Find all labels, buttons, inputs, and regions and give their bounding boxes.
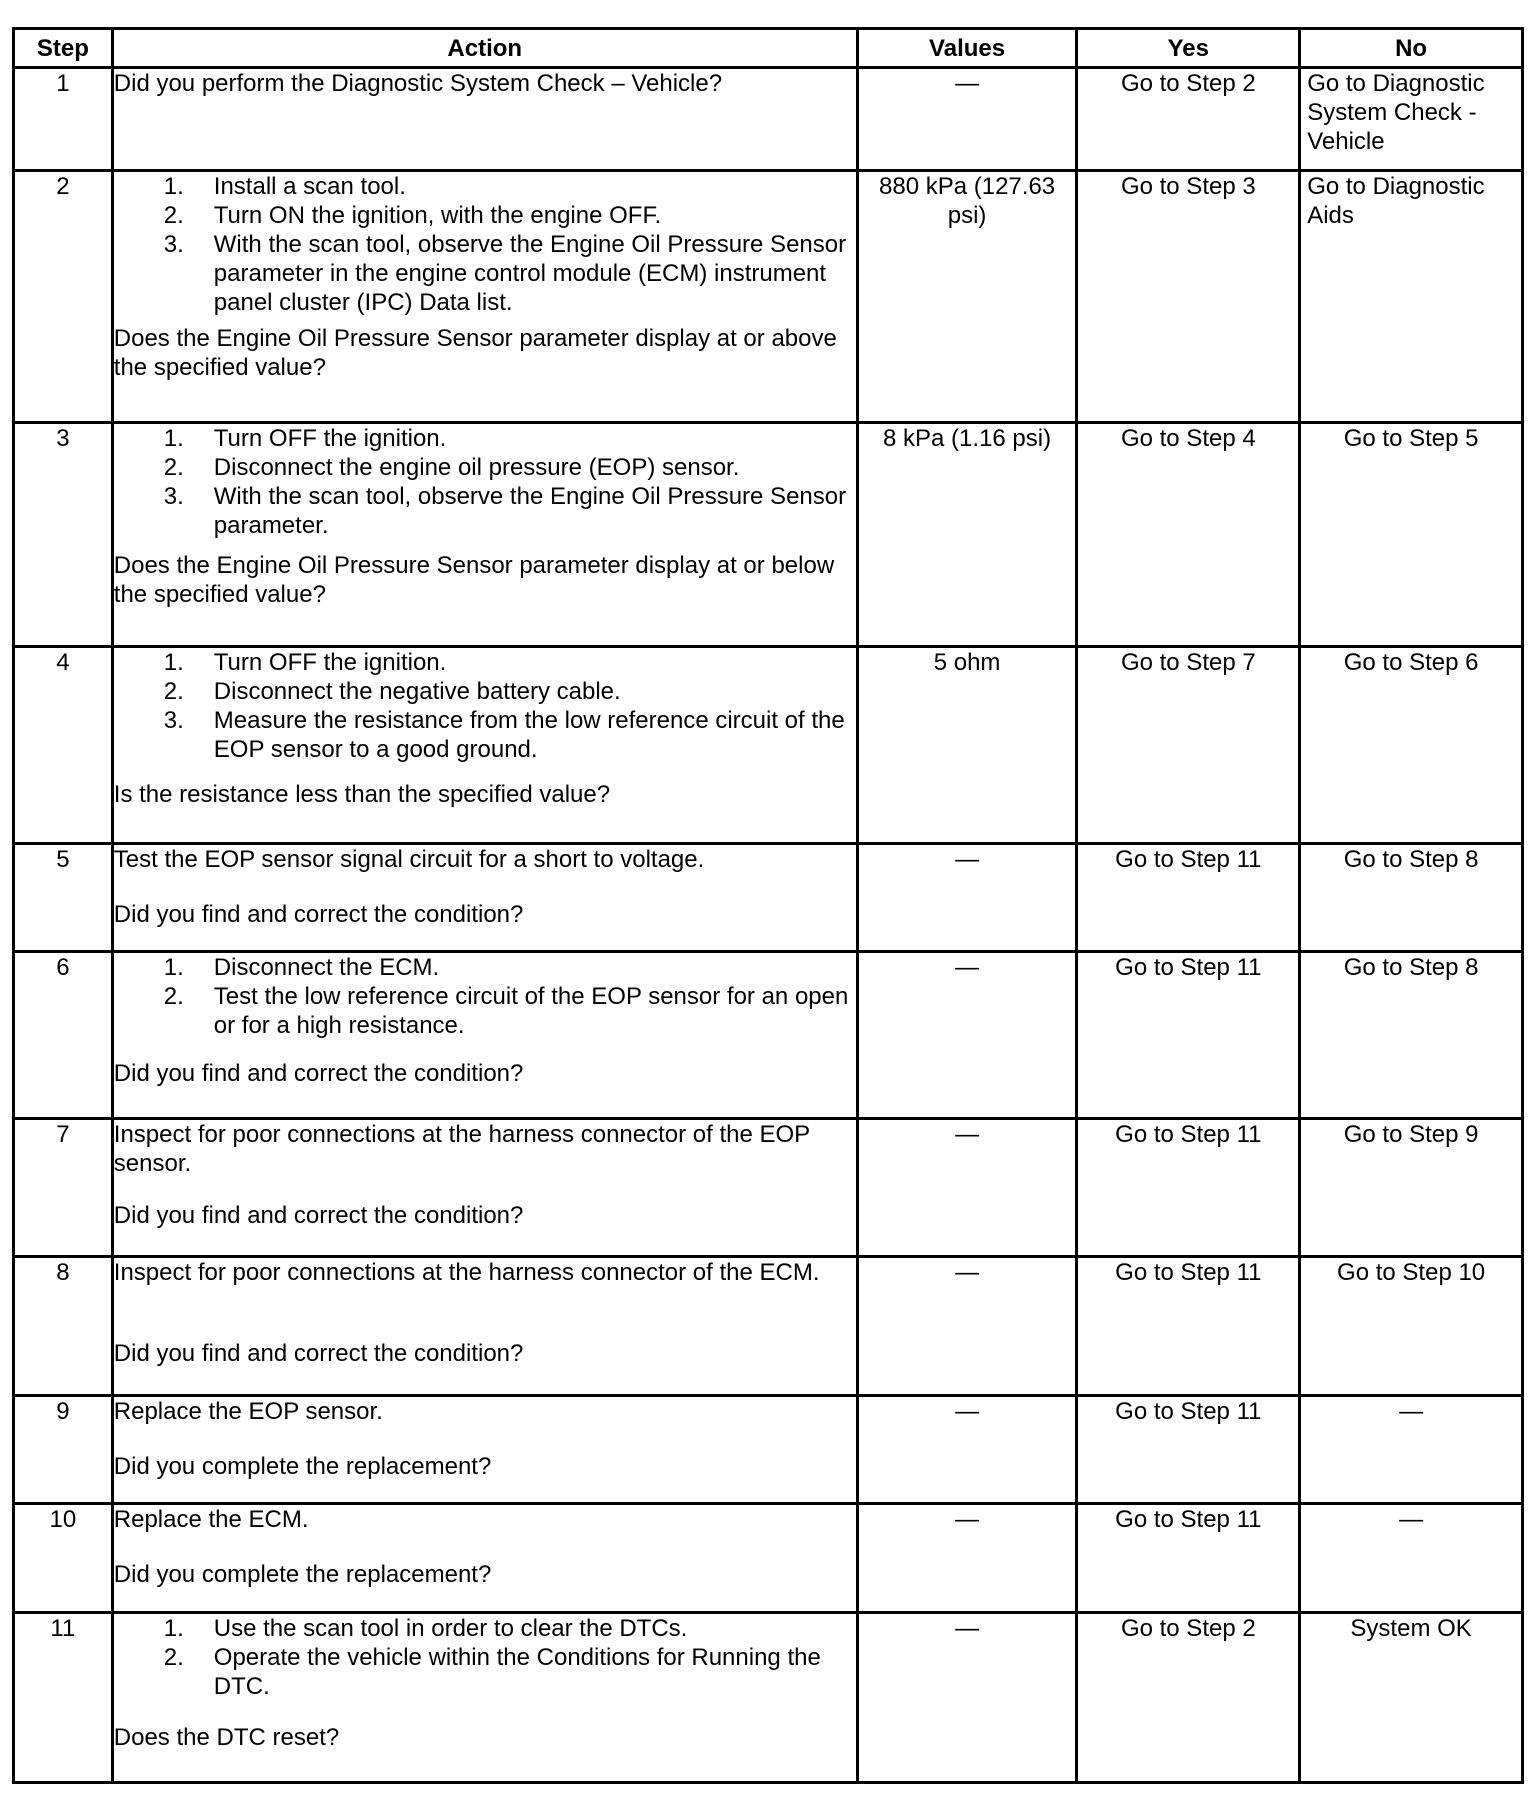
list-number: 1. (163, 425, 184, 453)
header-row (14, 29, 1523, 68)
action-content (114, 845, 856, 929)
list-text: Turn ON the ignition, with the engine OFF. (213, 201, 662, 229)
table-row (14, 1504, 1523, 1613)
action-list (114, 424, 856, 540)
action-cell (112, 68, 857, 171)
values-cell: — (857, 952, 1077, 1119)
action-intro: Replace the ECM. (113, 1506, 309, 1534)
action-question: Did you find and correct the condition? (113, 1340, 524, 1368)
list-text: Turn OFF the ignition. (213, 649, 447, 677)
list-number: 2. (163, 454, 184, 482)
list-number: 3. (163, 230, 184, 258)
action-intro: Test the EOP sensor signal circuit for a short to voltage. (113, 845, 705, 873)
values-cell: — (857, 1612, 1077, 1782)
table-row (14, 1612, 1523, 1782)
action-content (114, 1258, 856, 1368)
yes-link[interactable]: Go to Step 11 (1077, 1504, 1300, 1613)
yes-link[interactable]: Go to Step 11 (1077, 1119, 1300, 1257)
yes-link[interactable]: Go to Step 2 (1077, 1612, 1300, 1782)
table-row (14, 952, 1523, 1119)
yes-link[interactable]: Go to Step 4 (1077, 423, 1300, 647)
action-list (114, 172, 856, 317)
list-number: 2. (163, 201, 184, 229)
action-intro: Did you perform the Diagnostic System Check – Vehicle? (113, 70, 723, 97)
action-content (114, 172, 856, 382)
yes-link[interactable]: Go to Step 2 (1077, 68, 1300, 171)
action-intro: Replace the EOP sensor. (113, 1397, 383, 1425)
no-link[interactable]: — (1300, 1504, 1523, 1613)
list-number: 2. (163, 983, 184, 1011)
no-link[interactable]: Go to Step 6 (1300, 647, 1523, 844)
action-list-item (114, 648, 856, 677)
list-text: Operate the vehicle within the Conditions for Running the DTC. (213, 1643, 821, 1700)
action-list-item (114, 424, 856, 453)
step-number: 10 (14, 1504, 113, 1613)
action-list-item (114, 201, 856, 230)
values-cell: — (857, 1119, 1077, 1257)
list-number: 3. (163, 483, 184, 511)
table-row (14, 843, 1523, 952)
list-text: Use the scan tool in order to clear the DTCs. (213, 1614, 688, 1642)
no-link[interactable]: — (1300, 1395, 1523, 1504)
header-no: No (1300, 29, 1523, 68)
yes-link[interactable]: Go to Step 11 (1077, 952, 1300, 1119)
no-link[interactable]: Go to Step 9 (1300, 1119, 1523, 1257)
action-question: Does the Engine Oil Pressure Sensor parameter display at or below the specified value? (113, 552, 835, 609)
action-list-item (114, 706, 856, 764)
action-list-item (114, 677, 856, 706)
table-row (14, 1257, 1523, 1395)
action-cell (112, 1119, 857, 1257)
header-yes: Yes (1077, 29, 1300, 68)
action-content (114, 953, 856, 1088)
table-row (14, 1119, 1523, 1257)
step-number: 6 (14, 952, 113, 1119)
step-number: 3 (14, 423, 113, 647)
action-list-item (114, 482, 856, 540)
values-cell: — (857, 68, 1077, 171)
action-content (114, 1614, 856, 1752)
no-link-text[interactable]: Go to Diagnostic System Check - Vehicle (1307, 70, 1485, 155)
table-row (14, 68, 1523, 171)
action-question: Does the Engine Oil Pressure Sensor parameter display at or above the specified value? (113, 324, 837, 381)
table-row (14, 647, 1523, 844)
action-list (114, 1614, 856, 1701)
header-values: Values (857, 29, 1077, 68)
action-cell (112, 843, 857, 952)
list-number: 2. (163, 1643, 184, 1671)
action-list (114, 648, 856, 764)
list-text: Measure the resistance from the low reference circuit of the EOP sensor to a good ground. (213, 707, 845, 764)
action-list-item (114, 1614, 856, 1643)
action-list (114, 953, 856, 1040)
table-row (14, 170, 1523, 423)
list-number: 3. (163, 707, 184, 735)
yes-link[interactable]: Go to Step 11 (1077, 843, 1300, 952)
action-content (114, 69, 856, 145)
no-link[interactable]: Go to Step 8 (1300, 952, 1523, 1119)
list-number: 1. (163, 954, 184, 982)
values-cell: — (857, 1395, 1077, 1504)
list-number: 1. (163, 1614, 184, 1642)
yes-link[interactable]: Go to Step 7 (1077, 647, 1300, 844)
list-text: Disconnect the engine oil pressure (EOP) sensor. (213, 454, 740, 482)
action-list-item (114, 1643, 856, 1701)
action-list-item (114, 172, 856, 201)
table-row (14, 1395, 1523, 1504)
no-link[interactable] (1300, 170, 1523, 423)
header-step: Step (14, 29, 113, 68)
values-cell: 8 kPa (1.16 psi) (857, 423, 1077, 647)
action-content (114, 424, 856, 609)
action-question: Did you find and correct the condition? (113, 1202, 524, 1230)
list-number: 1. (163, 649, 184, 677)
action-question: Did you complete the replacement? (113, 1561, 492, 1589)
diagnostic-table (12, 27, 1524, 1784)
yes-link[interactable]: Go to Step 11 (1077, 1395, 1300, 1504)
step-number: 9 (14, 1395, 113, 1504)
action-question: Is the resistance less than the specified value? (113, 781, 611, 809)
no-link-text[interactable]: Go to Diagnostic Aids (1307, 172, 1485, 229)
action-cell (112, 647, 857, 844)
action-content (114, 648, 856, 809)
action-list-item (114, 953, 856, 982)
yes-link[interactable]: Go to Step 3 (1077, 170, 1300, 423)
action-list-item (114, 453, 856, 482)
action-content (114, 1505, 856, 1589)
values-cell: — (857, 843, 1077, 952)
step-number: 2 (14, 170, 113, 423)
step-number: 8 (14, 1257, 113, 1395)
action-list-item (114, 230, 856, 317)
list-text: Turn OFF the ignition. (213, 425, 447, 453)
step-number: 5 (14, 843, 113, 952)
step-number: 1 (14, 68, 113, 171)
action-cell (112, 1395, 857, 1504)
action-question: Does the DTC reset? (113, 1723, 340, 1751)
list-text: Disconnect the ECM. (213, 954, 440, 982)
action-intro: Inspect for poor connections at the harness connector of the EOP sensor. (113, 1121, 810, 1178)
action-content (114, 1397, 856, 1481)
action-cell (112, 170, 857, 423)
values-cell: — (857, 1257, 1077, 1395)
action-cell (112, 1257, 857, 1395)
list-text: With the scan tool, observe the Engine Oil Pressure Sensor parameter. (213, 483, 847, 540)
values-cell: 880 kPa (127.63 psi) (857, 170, 1077, 423)
table-row (14, 423, 1523, 647)
action-cell (112, 1504, 857, 1613)
values-cell: — (857, 1504, 1077, 1613)
yes-link[interactable]: Go to Step 11 (1077, 1257, 1300, 1395)
action-question: Did you find and correct the condition? (113, 900, 524, 928)
list-text: Disconnect the negative battery cable. (213, 678, 621, 706)
action-intro: Inspect for poor connections at the harness connector of the ECM. (113, 1259, 820, 1287)
action-cell (112, 952, 857, 1119)
list-text: Install a scan tool. (213, 172, 406, 200)
action-list-item (114, 982, 856, 1040)
values-cell: 5 ohm (857, 647, 1077, 844)
no-link[interactable]: Go to Step 8 (1300, 843, 1523, 952)
diagnostic-table-frame (12, 27, 1524, 1784)
step-number: 7 (14, 1119, 113, 1257)
header-action: Action (112, 29, 857, 68)
step-number: 11 (14, 1612, 113, 1782)
action-cell (112, 423, 857, 647)
action-question: Did you find and correct the condition? (113, 1060, 524, 1088)
list-number: 1. (163, 172, 184, 200)
action-content (114, 1120, 856, 1230)
step-number: 4 (14, 647, 113, 844)
list-text: With the scan tool, observe the Engine Oil Pressure Sensor parameter in the engine control module (ECM) instrument panel cluster (IPC) Data list. (213, 230, 847, 316)
no-link[interactable]: System OK (1300, 1612, 1523, 1782)
list-text: Test the low reference circuit of the EOP sensor for an open or for a high resistance. (213, 983, 849, 1040)
no-link[interactable]: Go to Step 10 (1300, 1257, 1523, 1395)
list-number: 2. (163, 678, 184, 706)
action-question: Did you complete the replacement? (113, 1452, 492, 1480)
no-link[interactable] (1300, 68, 1523, 171)
no-link[interactable]: Go to Step 5 (1300, 423, 1523, 647)
action-cell (112, 1612, 857, 1782)
